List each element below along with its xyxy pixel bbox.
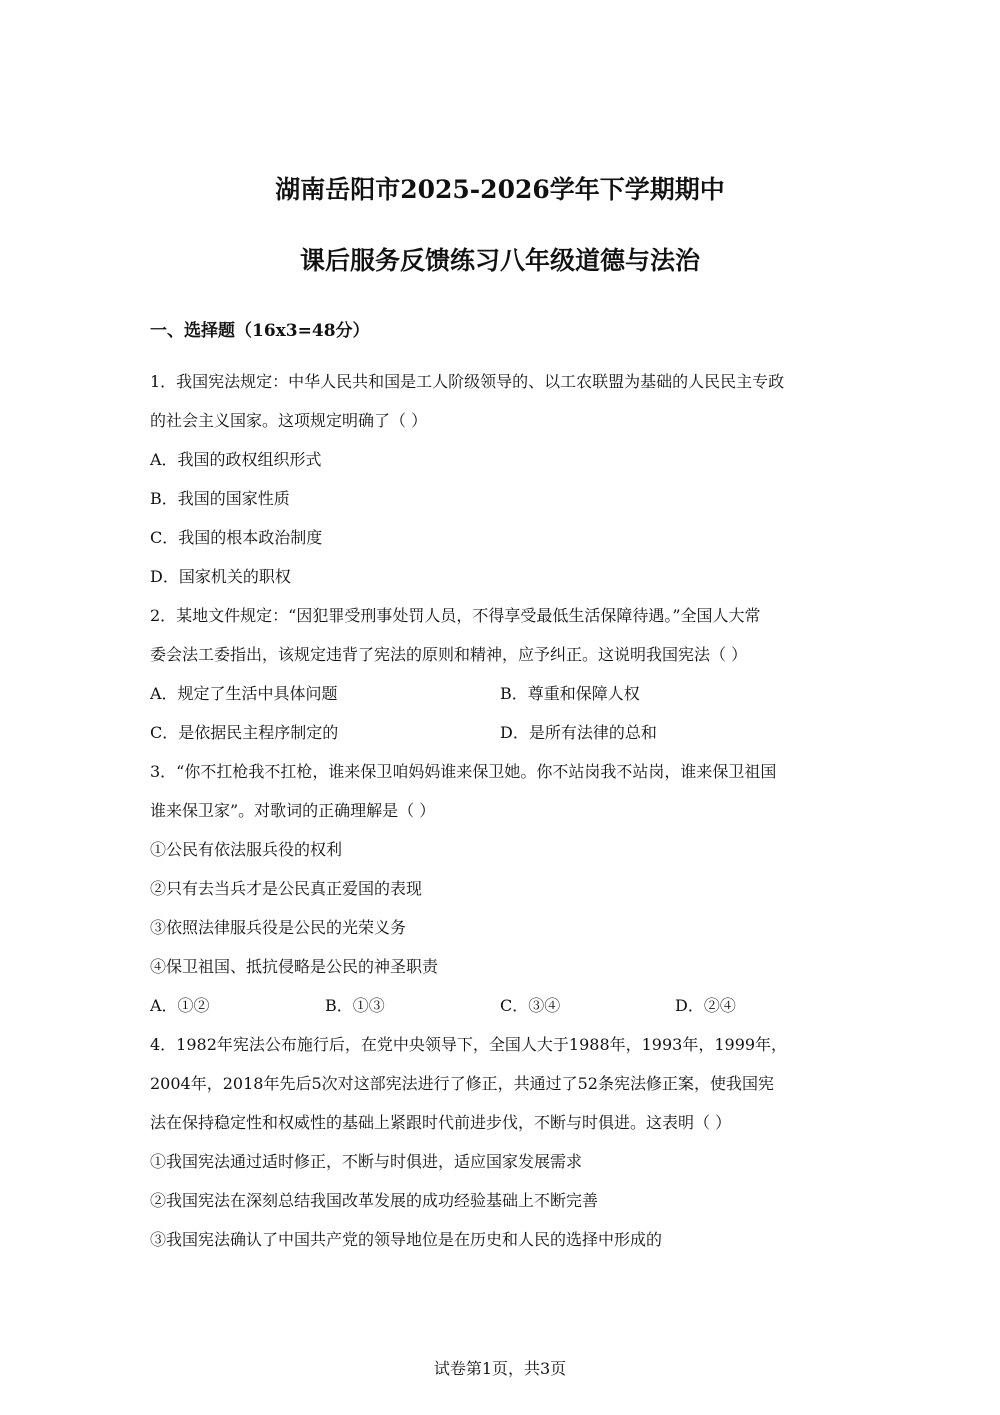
question-3-stem-line2: 谁来保卫家”。对歌词的正确理解是（ ） [150, 801, 436, 820]
question-3-option-c: C．③④ [500, 996, 561, 1015]
question-4-stem-line3: 法在保持稳定性和权威性的基础上紧跟时代前进步伐，不断与时俱进。这表明（ ） [150, 1113, 732, 1132]
exam-title-line2: 课后服务反馈练习八年级道德与法治 [299, 246, 700, 275]
question-1-option-b: B．我国的国家性质 [150, 489, 290, 508]
page-footer: 试卷第1页，共3页 [433, 1359, 567, 1378]
question-1-option-a: A．我国的政权组织形式 [150, 450, 322, 469]
question-1-stem-line2: 的社会主义国家。这项规定明确了（ ） [150, 411, 428, 430]
question-3-option-a: A．①② [150, 996, 210, 1015]
question-2-stem-line2: 委会法工委指出，该规定违背了宪法的原则和精神，应予纠正。这说明我国宪法（ ） [150, 645, 748, 664]
question-3-statement-1: ①公民有依法服兵役的权利 [150, 840, 343, 859]
question-1-stem-line1: 1．我国宪法规定：中华人民共和国是工人阶级领导的、以工农联盟为基础的人民民主专政 [150, 372, 785, 391]
question-1-option-d: D．国家机关的职权 [150, 567, 291, 586]
section-heading: 一、选择题（16x3=48分） [150, 321, 370, 341]
question-3-option-d: D．②④ [675, 996, 736, 1015]
question-4-statement-3: ③我国宪法确认了中国共产党的领导地位是在历史和人民的选择中形成的 [150, 1230, 663, 1249]
question-3-option-b: B．①③ [325, 996, 385, 1015]
question-3-statement-2: ②只有去当兵才是公民真正爱国的表现 [150, 879, 423, 898]
question-3-statement-4: ④保卫祖国、抵抗侵略是公民的神圣职责 [150, 957, 439, 976]
question-2-option-a: A．规定了生活中具体问题 [150, 684, 338, 703]
question-4-stem-line1: 4．1982年宪法公布施行后，在党中央领导下，全国人大于1988年，1993年，1999年， [150, 1035, 788, 1054]
question-4-statement-2: ②我国宪法在深刻总结我国改革发展的成功经验基础上不断完善 [150, 1191, 599, 1210]
question-2-stem-line1: 2．某地文件规定：“因犯罪受刑事处罚人员，不得享受最低生活保障待遇。”全国人大常 [150, 606, 761, 625]
question-2-option-d: D．是所有法律的总和 [500, 723, 657, 742]
question-4-stem-line2: 2004年，2018年先后5次对这部宪法进行了修正，共通过了52条宪法修正案，使我国宪 [150, 1074, 774, 1093]
exam-title-line1: 湖南岳阳市2025-2026学年下学期期中 [275, 175, 725, 204]
question-4-statement-1: ①我国宪法通过适时修正，不断与时俱进，适应国家发展需求 [150, 1152, 583, 1171]
question-1-option-c: C．我国的根本政治制度 [150, 528, 323, 547]
question-2-option-b: B．尊重和保障人权 [500, 684, 640, 703]
question-2-option-c: C．是依据民主程序制定的 [150, 723, 339, 742]
question-3-statement-3: ③依照法律服兵役是公民的光荣义务 [150, 918, 407, 937]
question-3-stem-line1: 3．“你不扛枪我不扛枪，谁来保卫咱妈妈谁来保卫她。你不站岗我不站岗，谁来保卫祖国 [150, 762, 777, 781]
